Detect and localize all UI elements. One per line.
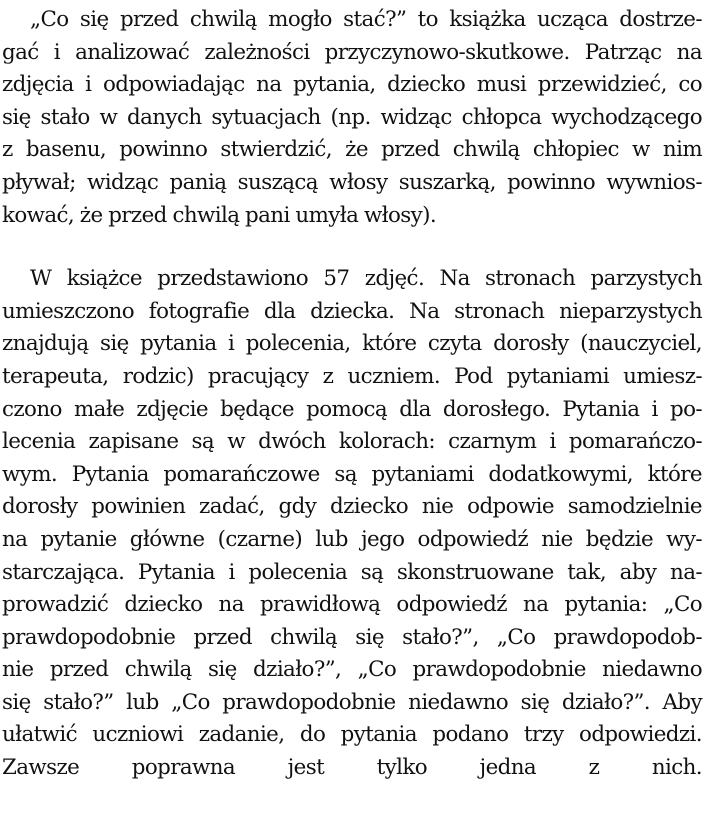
text-line: nie przed chwilą się działo?”, „Co prawdopodobnie niedawno — [2, 657, 702, 683]
text-line: starczająca. Pytania i polecenia są skonstruowane tak, aby na- — [2, 559, 702, 585]
text-line: terapeuta, rodzic) pracujący z uczniem. Pod pytaniami umiesz- — [2, 363, 702, 389]
text-line: się stało w danych sytuacjach (np. widząc chłopca wychodzącego — [2, 104, 702, 130]
text-line: prawdopodobnie przed chwilą się stało?”, „Co prawdopodob- — [2, 624, 702, 650]
text-line: dorosły powinien zadać, gdy dziecko nie odpowie samodzielnie — [2, 494, 702, 520]
text-line: W książce przedstawiono 57 zdjęć. Na stronach parzystych — [30, 266, 702, 292]
text-line: „Co się przed chwilą mogło stać?” to książka ucząca dostrze- — [30, 7, 702, 32]
text-line — [2, 785, 702, 817]
text-line: się stało?” lub „Co prawdopodobnie niedawno się działo?”. Aby — [2, 689, 702, 715]
text-line: Zawsze poprawna jest tylko jedna z nich. — [2, 755, 702, 781]
text-line: na pytanie główne (czarne) lub jego odpowiedź nie będzie wy- — [2, 526, 702, 552]
paragraph-book-intro — [2, 4, 702, 232]
text-line: kować, że przed chwilą pani umyła włosy). — [2, 202, 437, 228]
text-line: prowadzić dziecko na prawidłową odpowiedź na pytania: „Co — [2, 592, 702, 618]
paragraph-gap — [2, 232, 702, 263]
text-line: z basenu, powinno stwierdzić, że przed chwilą chłopiec w nim — [2, 137, 702, 163]
text-line: ułatwić uczniowi zadanie, do pytania podano trzy odpowiedzi. — [2, 722, 702, 748]
text-line: gać i analizować zależności przyczynowo-skutkowe. Patrząc na — [2, 39, 702, 65]
text-line: wym. Pytania pomarańczowe są pytaniami dodatkowymi, które — [2, 461, 702, 487]
text-line: znajdują się pytania i polecenia, które czyta dorosły (nauczyciel, — [2, 331, 702, 357]
paragraph-book-structure — [2, 263, 702, 817]
text-line: czono małe zdjęcie będące pomocą dla dorosłego. Pytania i po- — [2, 396, 702, 422]
text-line: pływał; widząc panią suszącą włosy suszarką, powinno wywnios- — [2, 169, 702, 195]
text-line: umieszczono fotografie dla dziecka. Na stronach nieparzystych — [2, 298, 702, 324]
text-line: lecenia zapisane są w dwóch kolorach: czarnym i pomarańczo- — [2, 429, 702, 455]
text-line: zdjęcia i odpowiadając na pytania, dziecko musi przewidzieć, co — [2, 72, 702, 98]
